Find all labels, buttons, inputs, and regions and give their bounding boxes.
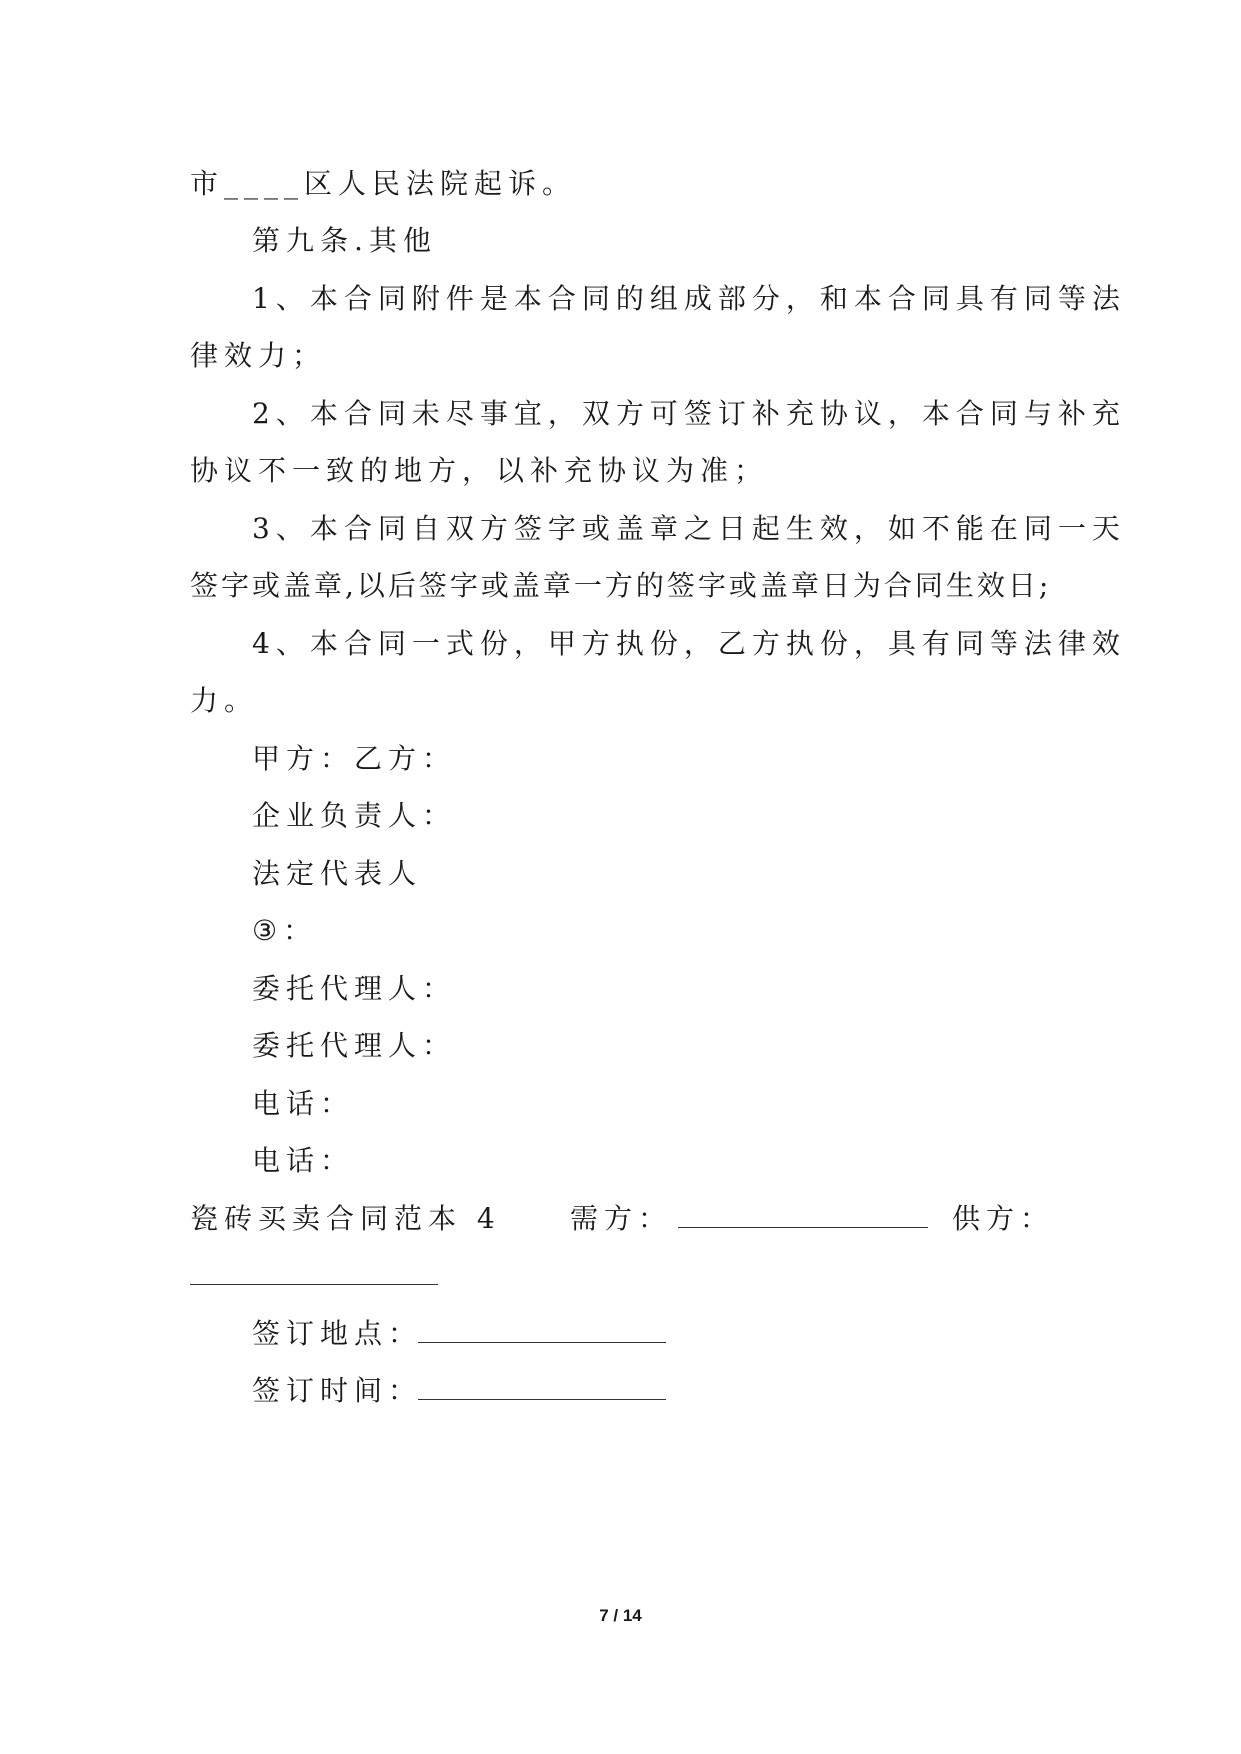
enterprise-head-label: 企业负责人： [252,799,457,832]
clause-3-line-1: 3、本合同自双方签字或盖章之日起生效，如不能在同一天 [252,512,1126,545]
supplier-blank-row [190,1256,438,1296]
sign-time-blank [418,1373,666,1400]
phone-label-1: 电话： [252,1087,355,1120]
sign-place-row [252,1314,666,1354]
buyer-label: 需方： [570,1202,673,1235]
sign-place-blank [418,1316,666,1343]
sign-time-label: 签订时间： [252,1374,423,1407]
supplier-label: 供方： [952,1202,1055,1235]
circled-three-label: ③： [252,914,318,947]
phone-label-2: 电话： [252,1144,355,1177]
agent-label-2: 委托代理人： [252,1029,457,1062]
party-a-b-label: 甲方：乙方： [252,742,457,775]
sign-place-label: 签订地点： [252,1317,423,1350]
supplier-blank [190,1258,438,1285]
paragraph-court-line: 市____区人民法院起诉。 [190,167,577,200]
clause-4-line-2: 力。 [190,684,259,717]
sign-time-row [252,1371,666,1411]
sample-title: 瓷砖买卖合同范本 4 [190,1202,501,1235]
page-number: 7 / 14 [599,1606,642,1625]
clause-1-line-1: 1、本合同附件是本合同的组成部分，和本合同具有同等法 [252,282,1126,315]
clause-4-line-1: 4、本合同一式份，甲方执份，乙方执份，具有同等法律效 [252,627,1126,660]
buyer-blank [678,1201,928,1228]
clause-2-line-1: 2、本合同未尽事宜，双方可签订补充协议，本合同与补充 [252,397,1126,430]
clause-2-line-2: 协议不一致的地方，以补充协议为准； [190,454,769,487]
clause-1-line-2: 律效力； [190,339,327,372]
legal-representative-label: 法定代表人 [252,857,423,890]
agent-label-1: 委托代理人： [252,972,457,1005]
article-nine-heading: 第九条.其他 [252,224,437,257]
clause-3-line-2: 签字或盖章,以后签字或盖章一方的签字或盖章日为合同生效日; [190,569,1052,602]
